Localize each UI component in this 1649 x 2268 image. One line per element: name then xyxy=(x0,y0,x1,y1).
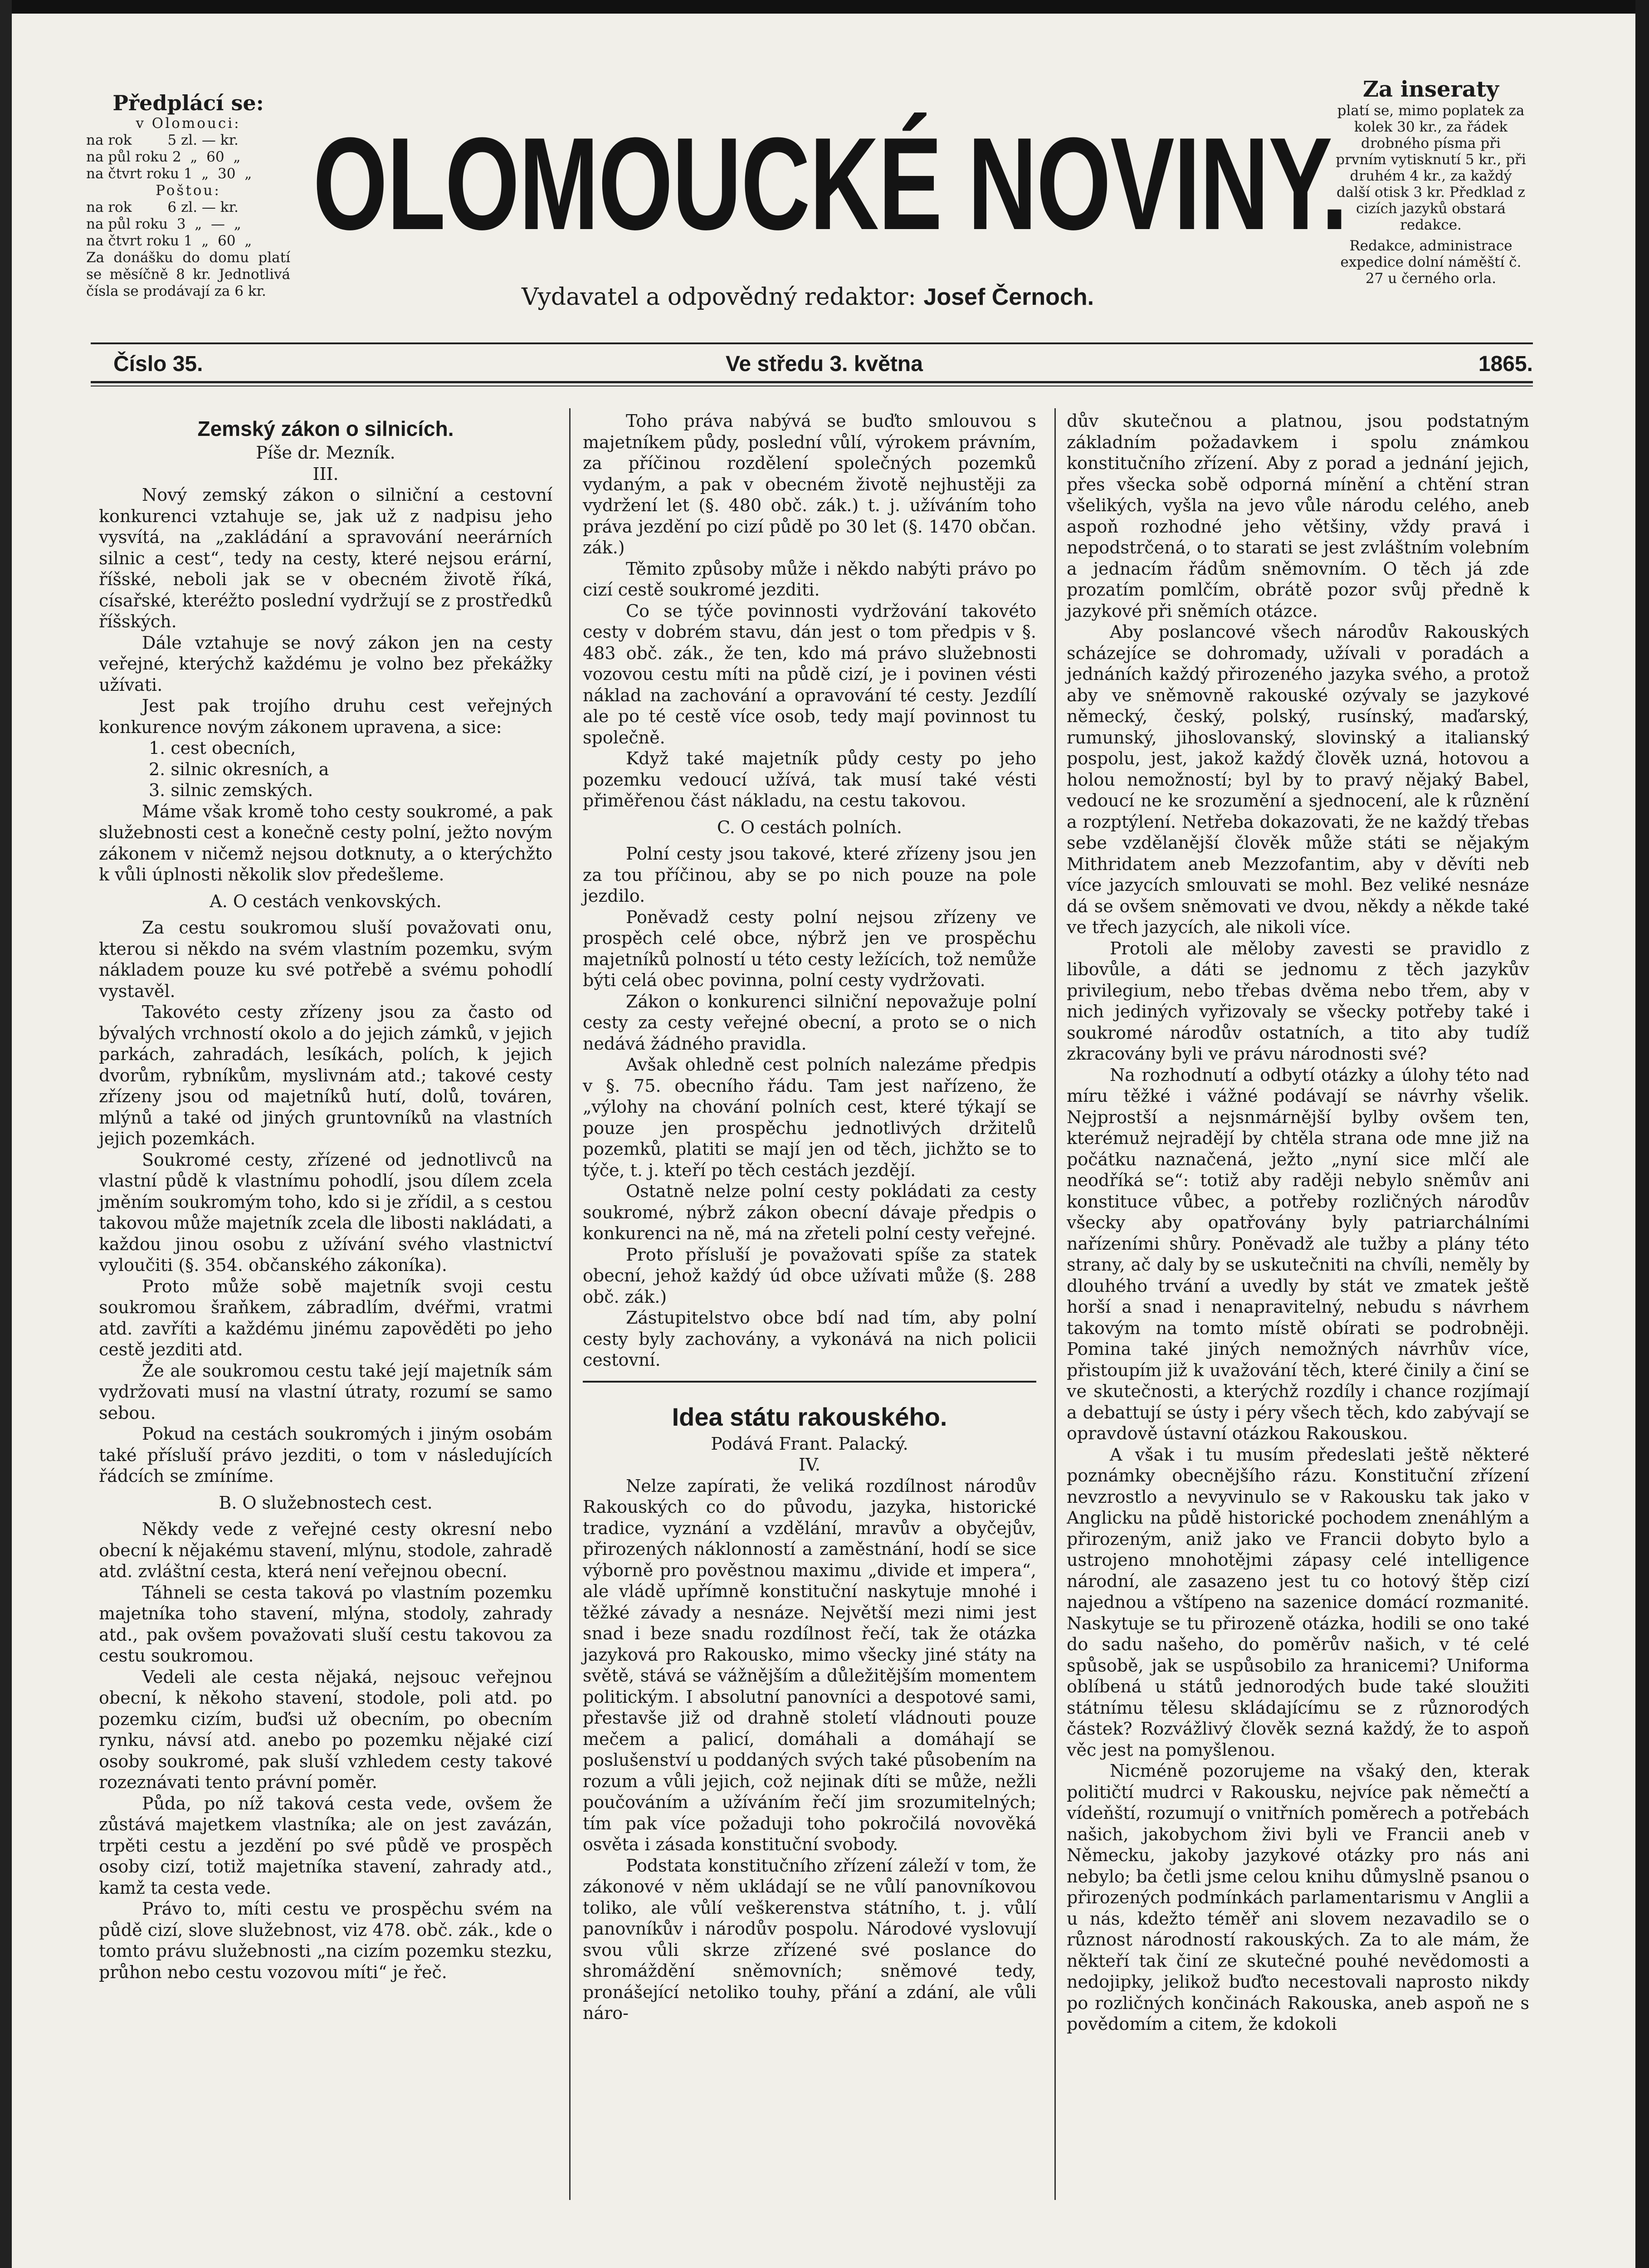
paragraph: Podstata konstitučního zřízení záleží v tom, že zákonové v něm ukládají se ne vůlí panovníkovou toliko, ale vůlí veškerenstva státního, t. j. vůlí panovníkův i národův pospolu. Národové vyslovují svou vůli skrze zřízené své poslance do shromáždění sněmovních; sněmové tedy, pronášející netoliko touhy, přání a zdání, ale vůli náro- xyxy=(583,1855,1036,2023)
paragraph: Polní cesty jsou takové, které zřízeny jsou jen za tou příčinou, aby se po nich pouze na pole jezdilo. xyxy=(583,844,1036,906)
column-divider xyxy=(1054,408,1056,2200)
subscription-place-local: v Olomouci: xyxy=(136,115,241,132)
paragraph: Jest pak trojího druhu cest veřejných konkurence novým zákonem upravena, a sice: xyxy=(99,696,552,737)
ads-box xyxy=(1336,76,1526,287)
paragraph: Nový zemský zákon o silniční a cestovní konkurenci vztahuje se, jak už z nadpisu jeho vysvítá, na „zakládání a spravování neerárních silnic a cest“, tedy na cesty, které nejsou erární, říšské, neboli jak se v obecném životě říká, císařské, kteréžto poslední vydržují se z prostředků říšských. xyxy=(99,485,552,631)
subscription-place-post: Poštou: xyxy=(156,182,221,199)
article-part: III. xyxy=(312,464,339,484)
paragraph: Dále vztahuje se nový zákon jen na cesty veřejné, kterýchž každému je volno bez překážky užívati. xyxy=(99,632,552,695)
paragraph: Co se týče povinnosti vydržování takovéto cesty v dobrém stavu, dán jest o tom předpis v §. 483 obč. zák., že ten, kdo má právo služebnosti vozovou cestu míti na půdě cizí, je i povinen vésti náklad na zachování a opravování té cesty. Jezdílí ale po té cestě více osob, tedy mají povinnost tu společně. xyxy=(583,601,1036,748)
subheading: B. O služebnostech cest. xyxy=(219,1492,433,1513)
subheading: C. O cestách polních. xyxy=(717,817,902,837)
article-author: Podává Frant. Palacký. xyxy=(711,1433,908,1454)
paragraph: Aby poslancové všech národův Rakouských scházejíce se dohromady, užívali v poradách a jednáních každý přirozeného jazyka svého, a protož aby ve sněmovně rakouské ozývaly se jazykové německý, český, polský, rusínský, maďarský, rumunský, jihoslovanský, slovinský a italianský pospolu, jest, jakož každý člověk uzná, hotovou a holou nemožností; byl by to pravý nějaký Babel, vedoucí ne ke srozumění a sjednocení, ale k různění a rozptýlení. Netřeba dokazovati, že ne každý třebas sebe vzdělanější člověk může státi se nějakým Mithridatem aneb Mezzofantim, aby v děvíti neb více jazycích smlouvati se mohl. Bez veliké nesnáze dá se ovšem sněmovati ve dvou, někdy a někde také ve třech jazycích, ale nikoli více. xyxy=(1067,622,1529,937)
paragraph: Že ale soukromou cestu také její majetník sám vydržovati musí na vlastní útraty, rozumí se samo sebou. xyxy=(99,1360,552,1423)
paragraph: Máme však kromě toho cesty soukromé, a pak služebnosti cest a konečně cesty polní, ježto novým zákonem v ničemž nejsou dotknuty, a o kterýchžto k vůli úplnosti několik slov předešleme. xyxy=(99,801,552,885)
column-1 xyxy=(99,411,552,2198)
scan-left-edge xyxy=(0,0,12,2268)
subscription-row: na čtvrt roku 1 „ 60 „ xyxy=(86,233,252,249)
paragraph: Těmito způsoby může i někdo nabýti právo po cizí cestě soukromé jezditi. xyxy=(583,558,1036,600)
paragraph: dův skutečnou a platnou, jsou podstatným základním požadavkem i spolu známkou konstitučního zřízení. Aby z porad a jednání jejich, přes všecka sobě odporná mínění a chtění stran všelikých, vyšla na jevo vůle národu celého, aneb aspoň rozhodné jeho většiny, vždy pravá i nepodstrčená, o to starati se jest zvláštním volebním a jednacím řádům sněmovním. O těch já zde prozatím pomlčím, obrátě pozor svůj předně k jazykové při sněmích otázce. xyxy=(1067,411,1529,621)
issue-year: 1865. xyxy=(1478,352,1533,376)
ads-heading: Za inseraty xyxy=(1363,77,1499,102)
paragraph: Na rozhodnutí a odbytí otázky a úlohy této nad míru těžké i vážné podávají se návrhy všelik. Nejprostší a nejsnmárnější bylby ovšem ten, kterémuž nejradějí by chtěla strana ode mne již na počátku naznačená, ježto „nyní sice mlčí ale neodříká se“: totiž aby raději nebylo sněmův ani konstituce vůbec, a potřeby rozličných národův všecky aby opatřovány byly patriarchálními nařízeními shůry. Poněvadž ale tužby a plány této strany, ač daly by se uskutečniti na chvíli, neměly by dlouhého trvání a uvedly by stát ve zmatek ještě horší a snad i nenapravitelný, nebudu s návrhem takovým na tomto místě obírati se podrobněji. Pomina také jiných nemožných návrhův více, přistoupím již k uvažování těch, které činily a činí se ve skutečnosti, a kterýchž rozdíly i chance rozjímají a debattují se ústy i péry všech těch, kdo zabývají se opravdově ústavní otázkou Rakouskou. xyxy=(1067,1065,1529,1443)
paragraph: Když také majetník půdy cesty po jeho pozemku vedoucí užívá, tak musí také vésti přiměřenou část nákladu, na cestu takovou. xyxy=(583,748,1036,811)
paragraph: Někdy vede z veřejné cesty okresní nebo obecní k nějakému stavení, mlýnu, stodole, zahradě atd. zvláštní cesta, která není veřejnou obecní. xyxy=(99,1519,552,1581)
subscription-note: Za donášku do domu platí se měsíčně 8 kr. Jednotlivá čísla se prodávají za 6 kr. xyxy=(86,249,290,299)
scan-top-edge xyxy=(0,0,1649,14)
ads-text: platí se, mimo poplatek za kolek 30 kr., za řádek drobného písma při prvním vytisknutí 5 kr., při druhém 4 kr., za každý další otisk 3 kr. Předklad z cizích jazyků obstará redakce. xyxy=(1336,103,1526,233)
column-divider xyxy=(569,408,571,2200)
subscription-row: na čtvrt roku 1 „ 30 „ xyxy=(86,166,252,182)
publisher-line xyxy=(522,284,1156,311)
issue-date: Ve středu 3. května xyxy=(726,352,923,376)
paragraph: Zákon o konkurenci silniční nepovažuje polní cesty za cesty veřejné obecní, a proto se o nich nedává žádného pravidla. xyxy=(583,991,1036,1054)
paragraph: Zástupitelstvo obce bdí nad tím, aby polní cesty byly zachovány, a vykonává na nich policii cestovní. xyxy=(583,1308,1036,1370)
article-separator xyxy=(583,1381,1036,1383)
subscription-row: na rok 6 zl. — kr. xyxy=(86,199,239,215)
publisher-name: Josef Černoch. xyxy=(923,284,1094,310)
list-item: 3. silnic zemských. xyxy=(149,780,313,800)
paragraph: Nelze zapírati, že veliká rozdílnost národův Rakouských co do původu, jazyka, historické tradice, vyznání a vzdělání, mravův a obyčejův, přirozených náklonností a zaměstnání, hodí se sice výborně pro pověstnou maximu „divide et impera“, ale vládě upřímně konstituční naskytuje mnohé i těžké závady a nesnáze. Největší mezi nimi jest snad i beze snadu rozdílnost řečí, tak že otázka jazyková pro Rakousko, mimo všecky jiné státy na světě, stává se vážnějším a důležitějším momentem politickým. I absolutní panovníci a despotové sami, přestavše již od drahně století vládnouti pouze mečem a palicí, domáhali a domáhají se poslušenství u poddaných svých také působením na rozum a vůli jejich, což nejinak díti se může, nežli poučováním a užíváním řečí jim srozumitelných; tím pak více požaduji toho pokročilá novověká osvěta i zásada konstituční svobody. xyxy=(583,1476,1036,1854)
subscription-row: na rok 5 zl. — kr. xyxy=(86,132,239,148)
paragraph: Proto přísluší je považovati spíše za statek obecní, jehož každý úd obce užívati může (§. 288 obč. zák.) xyxy=(583,1244,1036,1307)
publisher-label: Vydavatel a odpovědný redaktor: xyxy=(522,284,916,311)
paragraph: Protoli ale měloby zavesti se pravidlo z libovůle, a dáti se jednomu z těch jazykův privilegium, nebo třebas dvěma nebo třem, aby v nich jediných vyřizovaly se všecky potřeby také i soukromé národův ostatních, a tito aby tudíž zkracovány byli ve právu národnosti své? xyxy=(1067,938,1529,1064)
dateline xyxy=(91,349,1533,379)
column-2 xyxy=(583,411,1036,2198)
paragraph: Toho práva nabývá se buďto smlouvou s majetníkem půdy, poslední vůlí, výrokem právním, za příčinou rozdělení společných pozemků vydaným, a pak v obecném životě nejhustěji za vydržení let (§. 480 obč. zák.) t. j. užíváním toho práva jezdění po cizí půdě po 30 let (§. 1470 občan. zák.) xyxy=(583,411,1036,557)
subscription-row: na půl roku 3 „ — „ xyxy=(86,216,241,232)
subheading: A. O cestách venkovských. xyxy=(210,891,442,911)
paragraph: Avšak ohledně cest polních nalezáme předpis v §. 75. obecního řádu. Tam jest nařízeno, že „výlohy na chování polních cest, které týkají se pouze jen prospěchu jednotlivých držitelů pozemků, platiti se mají jen od těch, jichžto se to týče, t. j. kteří po těch cestách jezdějí. xyxy=(583,1055,1036,1180)
paragraph: Proto může sobě majetník svoji cestu soukromou šraňkem, zábradlím, dvéřmi, vratmi atd. zavříti a každému jinému zapověděti po jeho cestě jezditi atd. xyxy=(99,1276,552,1359)
paragraph: Pokud na cestách soukromých i jiným osobám také přísluší právo jezditi, o tom v následujících řádcích se zmíníme. xyxy=(99,1424,552,1486)
paragraph: Táhneli se cesta taková po vlastním pozemku majetníka toho stavení, mlýna, stodoly, zahrady atd., pak ovšem považovati sluší cestu takovou za cestu soukromou. xyxy=(99,1582,552,1666)
list-item: 1. cest obecních, xyxy=(149,738,296,758)
divider xyxy=(91,381,1533,383)
divider xyxy=(91,342,1533,344)
paragraph: Právo to, míti cestu ve prospěchu svém na půdě cizí, slove služebnost, viz 478. obč. zák., kde o tomto právu služebnosti „na cizím pozemku stezku, průhon nebo cestu vozovou míti“ je řeč. xyxy=(99,1899,552,1982)
newspaper-title: OLOMOUCKÉ NOVINY. xyxy=(313,110,1347,257)
subscription-heading: Předplácí se: xyxy=(112,91,264,115)
paragraph: Půda, po níž taková cesta vede, ovšem že zůstává majetkem vlastníka; ale on jest zavázán, trpěti cestu a jezdění po své půdě ve prospěch osoby cizí, totiž majetníka stavení, zahrady atd., kamž ta cesta vede. xyxy=(99,1793,552,1898)
paragraph: Vedeli ale cesta nějaká, nejsouc veřejnou obecní, k někoho stavení, stodole, poli atd. po pozemku cizím, buďsi už obecním, po obecním rynku, návsí atd. anebo po pozemku nějaké cizí osoby soukromé, pak sluší vzhledem cesty takové rozeznávati tento právní poměr. xyxy=(99,1667,552,1792)
paragraph: Soukromé cesty, zřízené od jednotlivců na vlastní půdě k vlastnímu pohodlí, jsou dílem zcela jměním soukromým toho, kdo si je zřídil, a s cestou takovou může majetník zcela dle libosti nakládati, a každou jinou osobu z užívání svého vlastnictví vyloučiti (§. 354. občanského zákoníka). xyxy=(99,1149,552,1275)
issue-number: Číslo 35. xyxy=(113,352,203,376)
article-title: Idea státu rakouského. xyxy=(672,1402,947,1431)
paragraph: Ostatně nelze polní cesty pokládati za cesty soukromé, nýbrž zákon obecní dávaje předpis o konkurenci na ně, má na zřeteli polní cesty veřejné. xyxy=(583,1181,1036,1243)
paragraph: Takovéto cesty zřízeny jsou za často od bývalých vrchností okolo a do jejich zámků, v jejich parkách, zahradách, lesíkách, polích, k jejich dvorům, rybníkům, myslivnám atd.; takové cesty zřízeny jsou od majetníků hutí, dolů, továren, mlýnů a také od jiných gruntovníků na vlastních jejich pozemkách. xyxy=(99,1002,552,1149)
article-part: IV. xyxy=(799,1455,820,1475)
scan-right-edge xyxy=(1635,0,1649,2268)
list-item: 2. silnic okresních, a xyxy=(149,759,329,779)
paragraph: Nicméně pozorujeme na všaký den, kterak političtí mudrci v Rakousku, nejvíce pak němečtí a vídeňští, rozumují o vnitřních poměrech a potřebách našich, jakobychom živi byli ve Francii aneb v Německu, jakoby jazykové otázky pro nás ani nebylo; ba četli jsme celou knihu důmyslně psanou o přirozených podmínkách parlamentarismu v Anglii a u nás, kdežto téměř ani slovem nezavadilo se o různost národností rakouských. Za to ale mám, že někteří tak činí ze skutečné pouhé nevědomosti a nedojipky, jelikož buďto necestovali naprosto nikdy po rozličných končinách Rakouska, aneb aspoň ne s povědomím a citem, že kdokoli xyxy=(1067,1761,1529,2034)
ads-office: Redakce, administrace expedice dolní náměští č. 27 u černého orla. xyxy=(1340,238,1522,287)
subscription-box xyxy=(86,91,290,300)
column-3 xyxy=(1067,411,1529,2198)
paragraph: A však i tu musím předeslati ještě některé poznámky obecnějšího rázu. Konstituční zřízení nevzrostlo a nevyvinulo se v Rakousku tak jako v Anglicku na půdě historické pochodem znenáhlým a přirozeným, aniž jako ve Francii dobyto bylo a ustrojeno mnohotějmi zápasy celé intelligence národní, ale zasazeno jest tu co hotový štěp cizí najednou a vštípeno na sazenice domácí rozmanité. Naskytuje se tu přirozeně otázka, hodili se ono také do sadu našeho, do poměrův našich, v té celé spůsobě, jak se uspůsobilo za hranicemi? Uniforma oblíbená u států jednorodých bude také sloužiti státnímu tělesu skládajícímu se z různorodých částek? Rozvážlivý člověk sezná každý, že to aspoň věc jest na pomyšlenou. xyxy=(1067,1444,1529,1760)
paragraph: Za cestu soukromou sluší považovati onu, kterou si někdo na svém vlastním pozemku, svým nákladem pouze ku své potřebě a svému pohodlí vystavěl. xyxy=(99,918,552,1001)
article-title: Zemský zákon o silnicích. xyxy=(197,417,454,440)
article-author: Píše dr. Mezník. xyxy=(256,443,395,463)
paragraph: Poněvadž cesty polní nejsou zřízeny ve prospěch celé obce, nýbrž jen ve prospěchu majetníků polností u této cesty ležících, tož nemůže býti celá obec povinna, polní cesty vydržovati. xyxy=(583,907,1036,990)
subscription-row: na půl roku 2 „ 60 „ xyxy=(86,149,241,165)
